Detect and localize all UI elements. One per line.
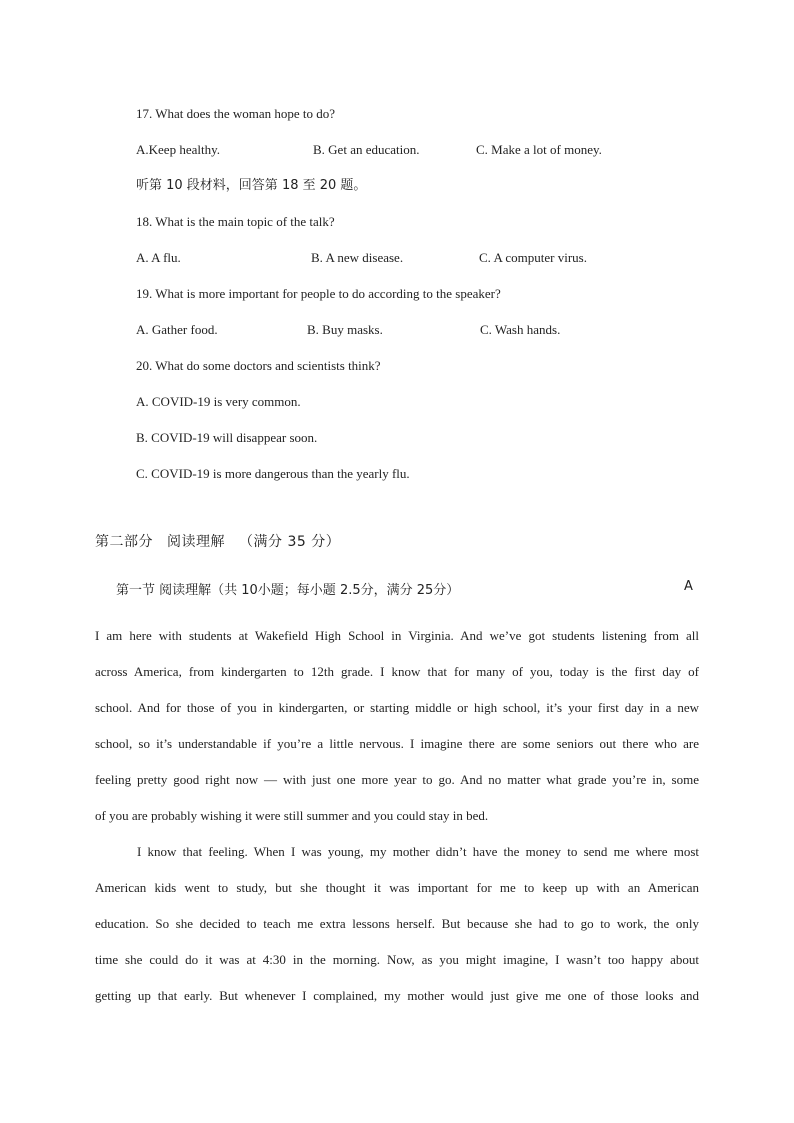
paragraph-line: I know that feeling. When I was young, my mother didn’t have the money to send me where most bbox=[137, 844, 699, 859]
question-19-option-a: A. Gather food. bbox=[136, 322, 218, 337]
question-18-option-b: B. A new disease. bbox=[311, 250, 404, 265]
part-2-name: 阅读理解 bbox=[167, 534, 225, 550]
part-2-heading bbox=[95, 531, 354, 551]
paragraph-line: feeling pretty good right now — with just one more year to go. And no matter what grade you’re in, some bbox=[95, 772, 699, 787]
question-19-option-b: B. Buy masks. bbox=[307, 322, 383, 337]
passage-paragraph-1 bbox=[95, 618, 699, 834]
question-17-option-c: C. Make a lot of money. bbox=[476, 142, 602, 157]
paragraph-line: American kids went to study, but she thought it was important for me to keep up with an American bbox=[95, 880, 699, 895]
question-20-option-c: C. COVID-19 is more dangerous than the yearly flu. bbox=[136, 466, 410, 481]
listening-instruction: 听第 10 段材料，回答第 18 至 20 题。 bbox=[136, 178, 367, 193]
section-1-heading: 第一节 阅读理解（共 10小题；每小题 2.5分，满分 25分） bbox=[116, 583, 460, 598]
question-20-stem: 20. What do some doctors and scientists think? bbox=[136, 358, 381, 373]
paragraph-line: school, so it’s understandable if you’re a little nervous. I imagine there are some seniors out there who are bbox=[95, 736, 699, 751]
paragraph-line: education. So she decided to teach me extra lessons herself. But because she had to go to work, the only bbox=[95, 916, 699, 931]
question-17-option-a: A.Keep healthy. bbox=[136, 142, 220, 157]
question-18-stem: 18. What is the main topic of the talk? bbox=[136, 214, 335, 229]
paragraph-line: getting up that early. But whenever I complained, my mother would just give me one of those looks and bbox=[95, 988, 699, 1003]
part-2-score: （满分 35 分） bbox=[239, 534, 341, 550]
question-19-stem: 19. What is more important for people to do according to the speaker? bbox=[136, 286, 501, 301]
paragraph-line: I am here with students at Wakefield High School in Virginia. And we’ve got students listening from all bbox=[95, 628, 699, 643]
paragraph-line: school. And for those of you in kindergarten, or starting middle or high school, it’s your first day in a new bbox=[95, 700, 699, 715]
passage-paragraph-2 bbox=[95, 834, 699, 1014]
question-17-stem: 17. What does the woman hope to do? bbox=[136, 106, 336, 121]
question-17-option-b: B. Get an education. bbox=[313, 142, 420, 157]
question-20-option-b: B. COVID-19 will disappear soon. bbox=[136, 430, 318, 445]
part-2-label: 第二部分 bbox=[95, 534, 153, 550]
question-20-option-a: A. COVID-19 is very common. bbox=[136, 394, 301, 409]
passage-marker: A bbox=[684, 579, 693, 594]
question-18-option-c: C. A computer virus. bbox=[479, 250, 587, 265]
question-19-option-c: C. Wash hands. bbox=[480, 322, 561, 337]
paragraph-line: across America, from kindergarten to 12th grade. I know that for many of you, today is the first day of bbox=[95, 664, 699, 679]
paragraph-line: time she could do it was at 4:30 in the morning. Now, as you might imagine, I wasn’t too happy about bbox=[95, 952, 699, 967]
paragraph-line: of you are probably wishing it were still summer and you could stay in bed. bbox=[95, 808, 489, 823]
question-18-option-a: A. A flu. bbox=[136, 250, 181, 265]
